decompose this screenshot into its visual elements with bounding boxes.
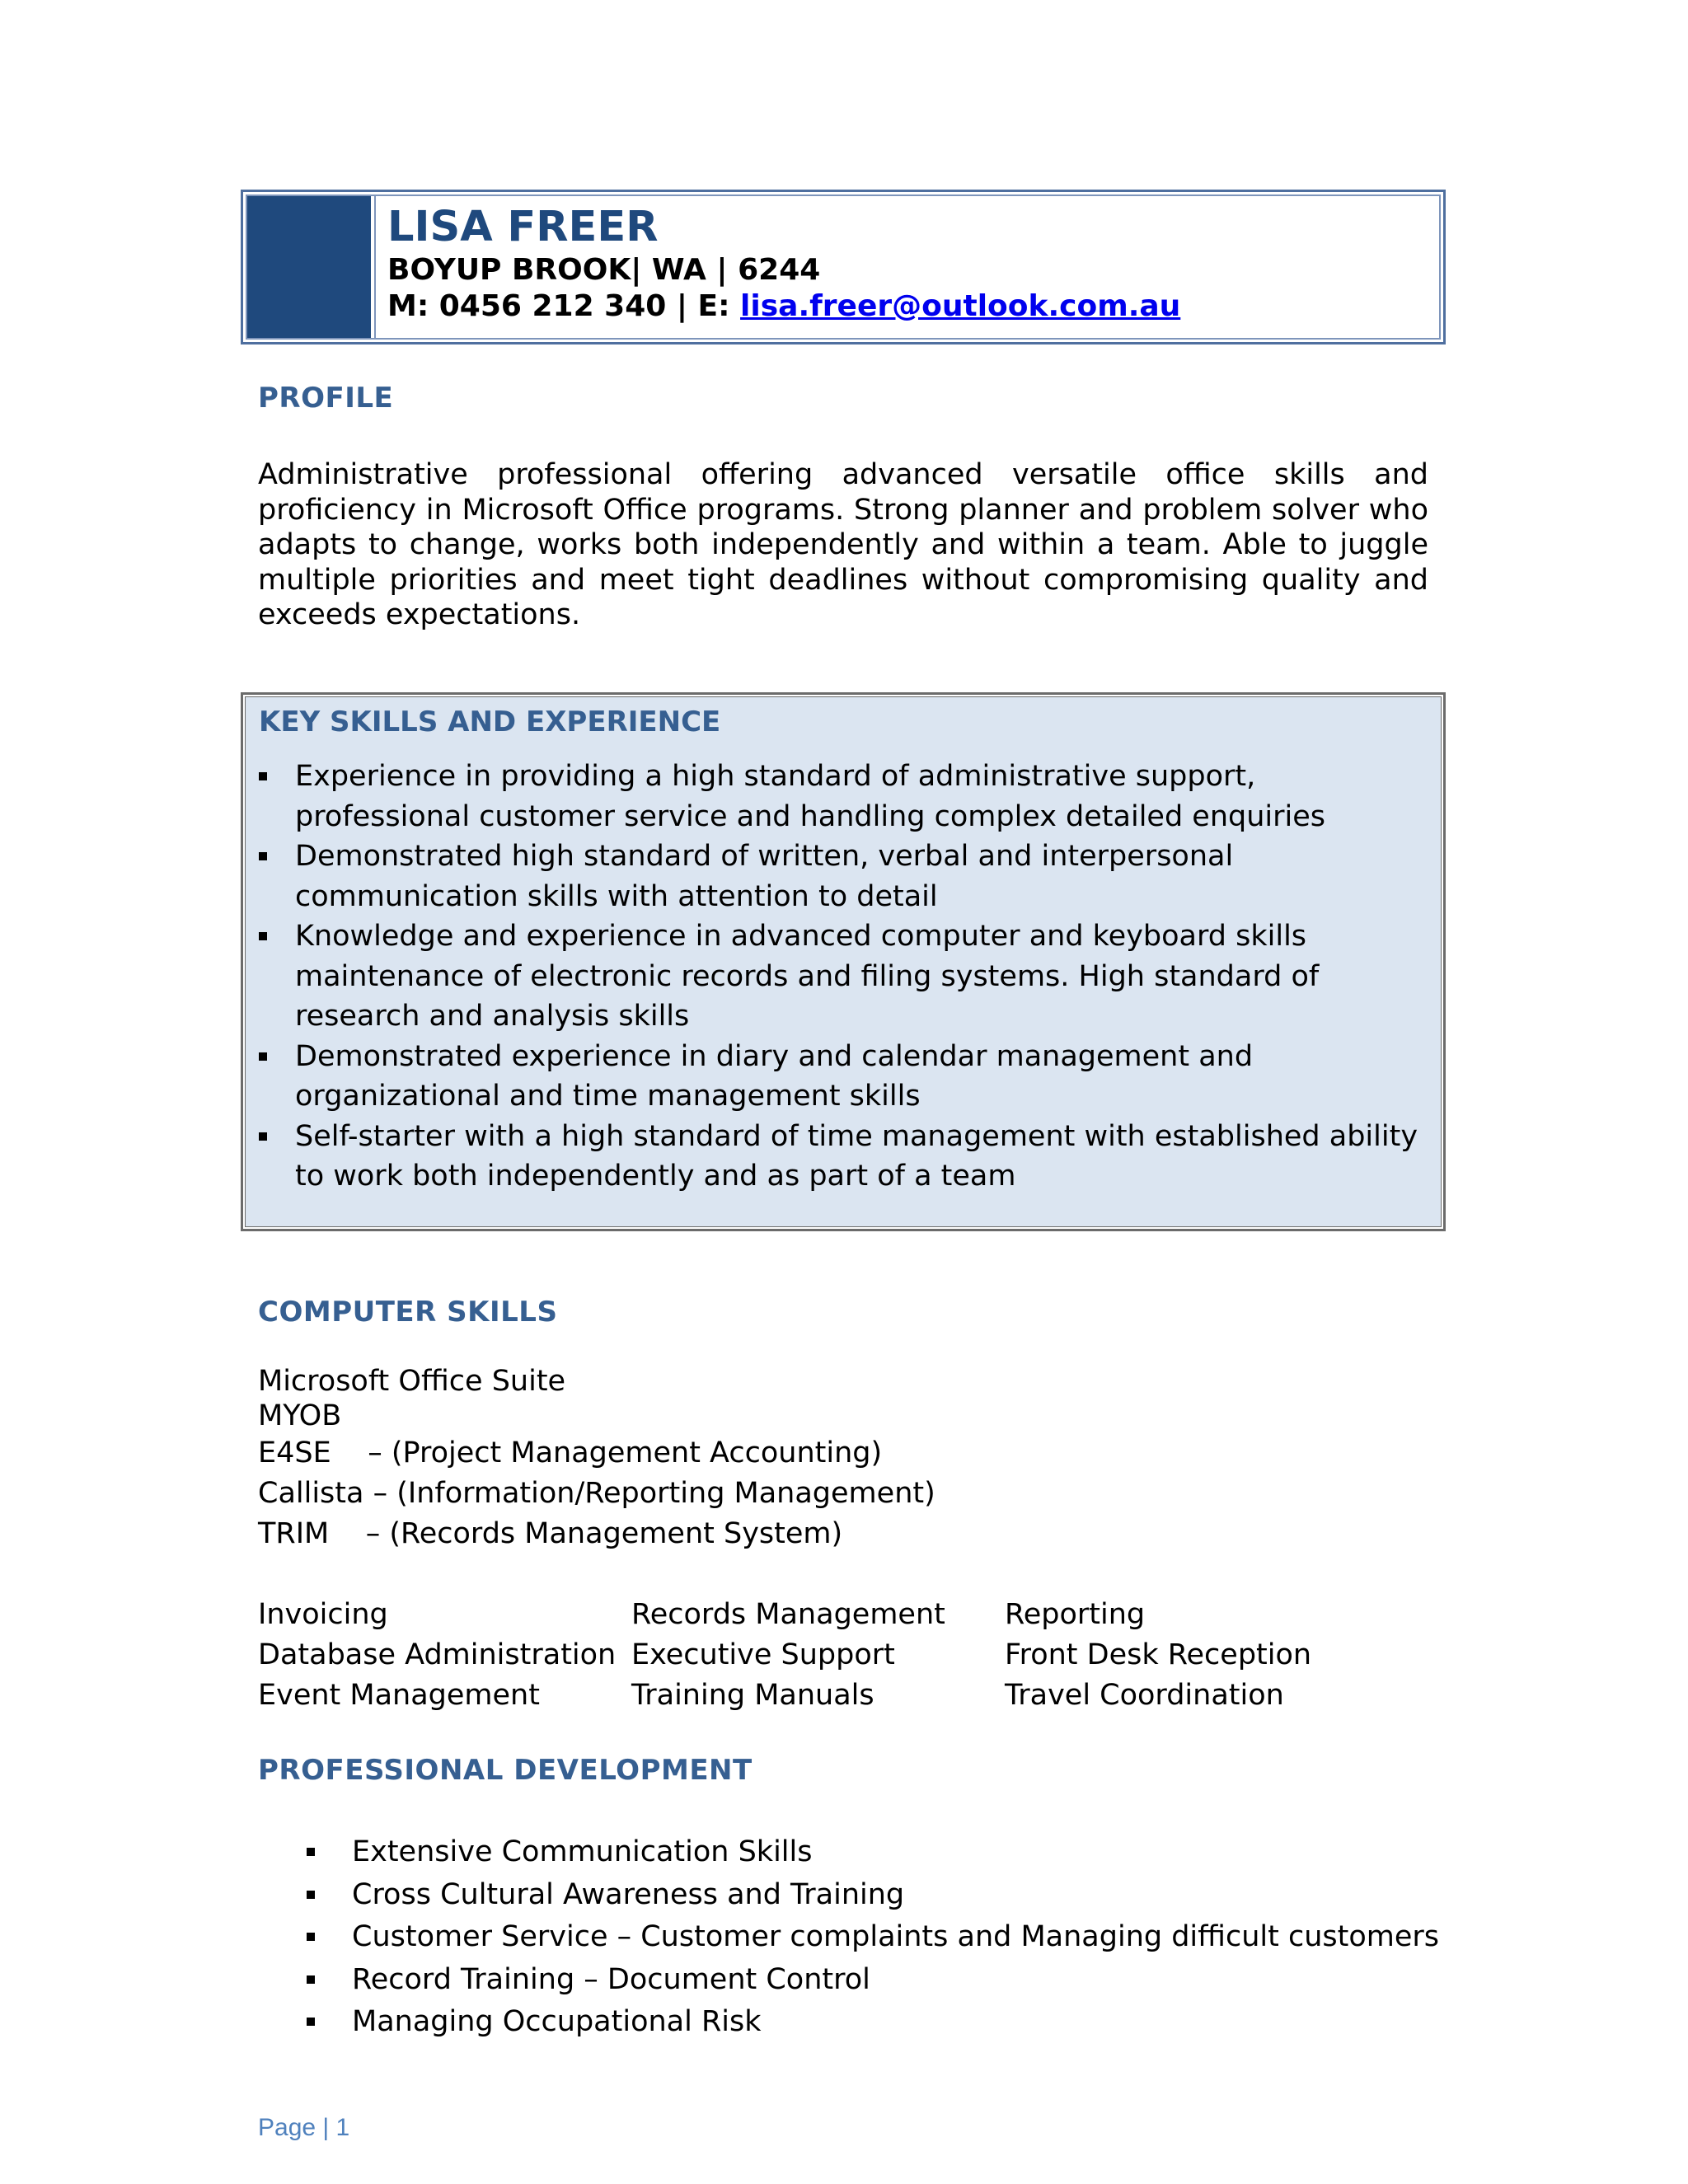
square-bullet-icon bbox=[307, 1975, 315, 1984]
professional-development-heading: PROFESSIONAL DEVELOPMENT bbox=[258, 1754, 753, 1787]
square-bullet-icon bbox=[259, 852, 267, 860]
profile-heading: PROFILE bbox=[258, 382, 394, 415]
square-bullet-icon bbox=[259, 1132, 267, 1141]
skills-grid-cell: Records Management bbox=[631, 1598, 945, 1631]
pd-item bbox=[307, 2001, 1439, 2044]
header-inner bbox=[246, 194, 1441, 340]
computer-skill-line: E4SE – (Project Management Accounting) bbox=[258, 1436, 883, 1469]
skills-grid-cell: Event Management bbox=[258, 1679, 540, 1712]
square-bullet-icon bbox=[259, 772, 267, 780]
square-bullet-icon bbox=[259, 932, 267, 940]
email-link[interactable]: lisa.freer@outlook.com.au bbox=[740, 289, 1181, 323]
pd-item-text: Cross Cultural Awareness and Training bbox=[352, 1877, 905, 1911]
square-bullet-icon bbox=[307, 1933, 315, 1941]
pd-item-text: Extensive Communication Skills bbox=[352, 1835, 813, 1868]
key-skill-item bbox=[259, 916, 1429, 1037]
skills-grid-cell: Reporting bbox=[1005, 1598, 1146, 1631]
skills-grid-cell: Training Manuals bbox=[631, 1679, 874, 1712]
computer-skills-heading: COMPUTER SKILLS bbox=[258, 1296, 558, 1329]
computer-skill-line: MYOB bbox=[258, 1399, 342, 1432]
computer-skill-line: TRIM – (Records Management System) bbox=[258, 1517, 843, 1550]
key-skill-text: Self-starter with a high standard of time management with established ability to work both independently and as part of a team bbox=[295, 1119, 1418, 1193]
key-skill-text: Knowledge and experience in advanced computer and keyboard skills maintenance of electronic records and filing systems. High standard of research and analysis skills bbox=[295, 920, 1320, 1033]
key-skills-heading: KEY SKILLS AND EXPERIENCE bbox=[259, 705, 721, 738]
square-bullet-icon bbox=[259, 1052, 267, 1061]
key-skill-item bbox=[259, 757, 1429, 837]
key-skill-item bbox=[259, 837, 1429, 916]
candidate-name: LISA FREER bbox=[387, 203, 659, 251]
pd-item bbox=[307, 1874, 1439, 1917]
key-skills-list bbox=[259, 757, 1429, 1197]
header-text bbox=[387, 203, 1180, 325]
square-bullet-icon bbox=[307, 1848, 315, 1856]
header-box bbox=[241, 190, 1446, 344]
page-number: Page | 1 bbox=[258, 2114, 350, 2141]
pd-item-text: Customer Service – Customer complaints and Managing difficult customers bbox=[352, 1920, 1440, 1953]
address-line: BOYUP BROOK| WA | 6244 bbox=[387, 253, 821, 287]
skills-grid-cell: Executive Support bbox=[631, 1638, 895, 1671]
square-bullet-icon bbox=[307, 1891, 315, 1899]
pd-item bbox=[307, 1959, 1439, 2002]
square-bullet-icon bbox=[307, 2018, 315, 2026]
key-skill-item bbox=[259, 1117, 1429, 1197]
skills-grid-cell: Front Desk Reception bbox=[1005, 1638, 1312, 1671]
key-skill-text: Demonstrated experience in diary and calendar management and organizational and time management skills bbox=[295, 1039, 1254, 1113]
pd-item bbox=[307, 1831, 1439, 1874]
profile-paragraph: Administrative professional offering advanced versatile office skills and proficiency in Microsoft Office programs. Strong planner and problem solver who adapts to change, works both independently and within a team. Able to juggle multiple priorities and meet tight deadlines without compromising quality and exceeds expectations. bbox=[258, 458, 1428, 631]
skills-grid-cell: Database Administration bbox=[258, 1638, 617, 1671]
key-skills-box bbox=[241, 692, 1446, 1231]
pd-item bbox=[307, 1916, 1439, 1959]
key-skills-inner bbox=[245, 696, 1442, 1227]
key-skill-text: Demonstrated high standard of written, verbal and interpersonal communication skills with attention to detail bbox=[295, 840, 1234, 913]
key-skill-item bbox=[259, 1037, 1429, 1117]
pd-item-text: Record Training – Document Control bbox=[352, 1962, 870, 1996]
skills-grid-cell: Travel Coordination bbox=[1005, 1679, 1284, 1712]
skills-grid-cell: Invoicing bbox=[258, 1598, 388, 1631]
key-skill-text: Experience in providing a high standard of administrative support, professional customer service and handling complex detailed enquiries bbox=[295, 760, 1326, 833]
computer-skill-line: Microsoft Office Suite bbox=[258, 1365, 566, 1398]
professional-development-list bbox=[307, 1831, 1439, 2044]
header-accent-block bbox=[247, 196, 374, 338]
phone-text: M: 0456 212 340 | E: bbox=[387, 289, 741, 323]
computer-skills-list bbox=[258, 1364, 935, 1554]
contact-line bbox=[387, 288, 1180, 325]
pd-item-text: Managing Occupational Risk bbox=[352, 2005, 762, 2038]
computer-skill-line: Callista – (Information/Reporting Management) bbox=[258, 1477, 935, 1510]
